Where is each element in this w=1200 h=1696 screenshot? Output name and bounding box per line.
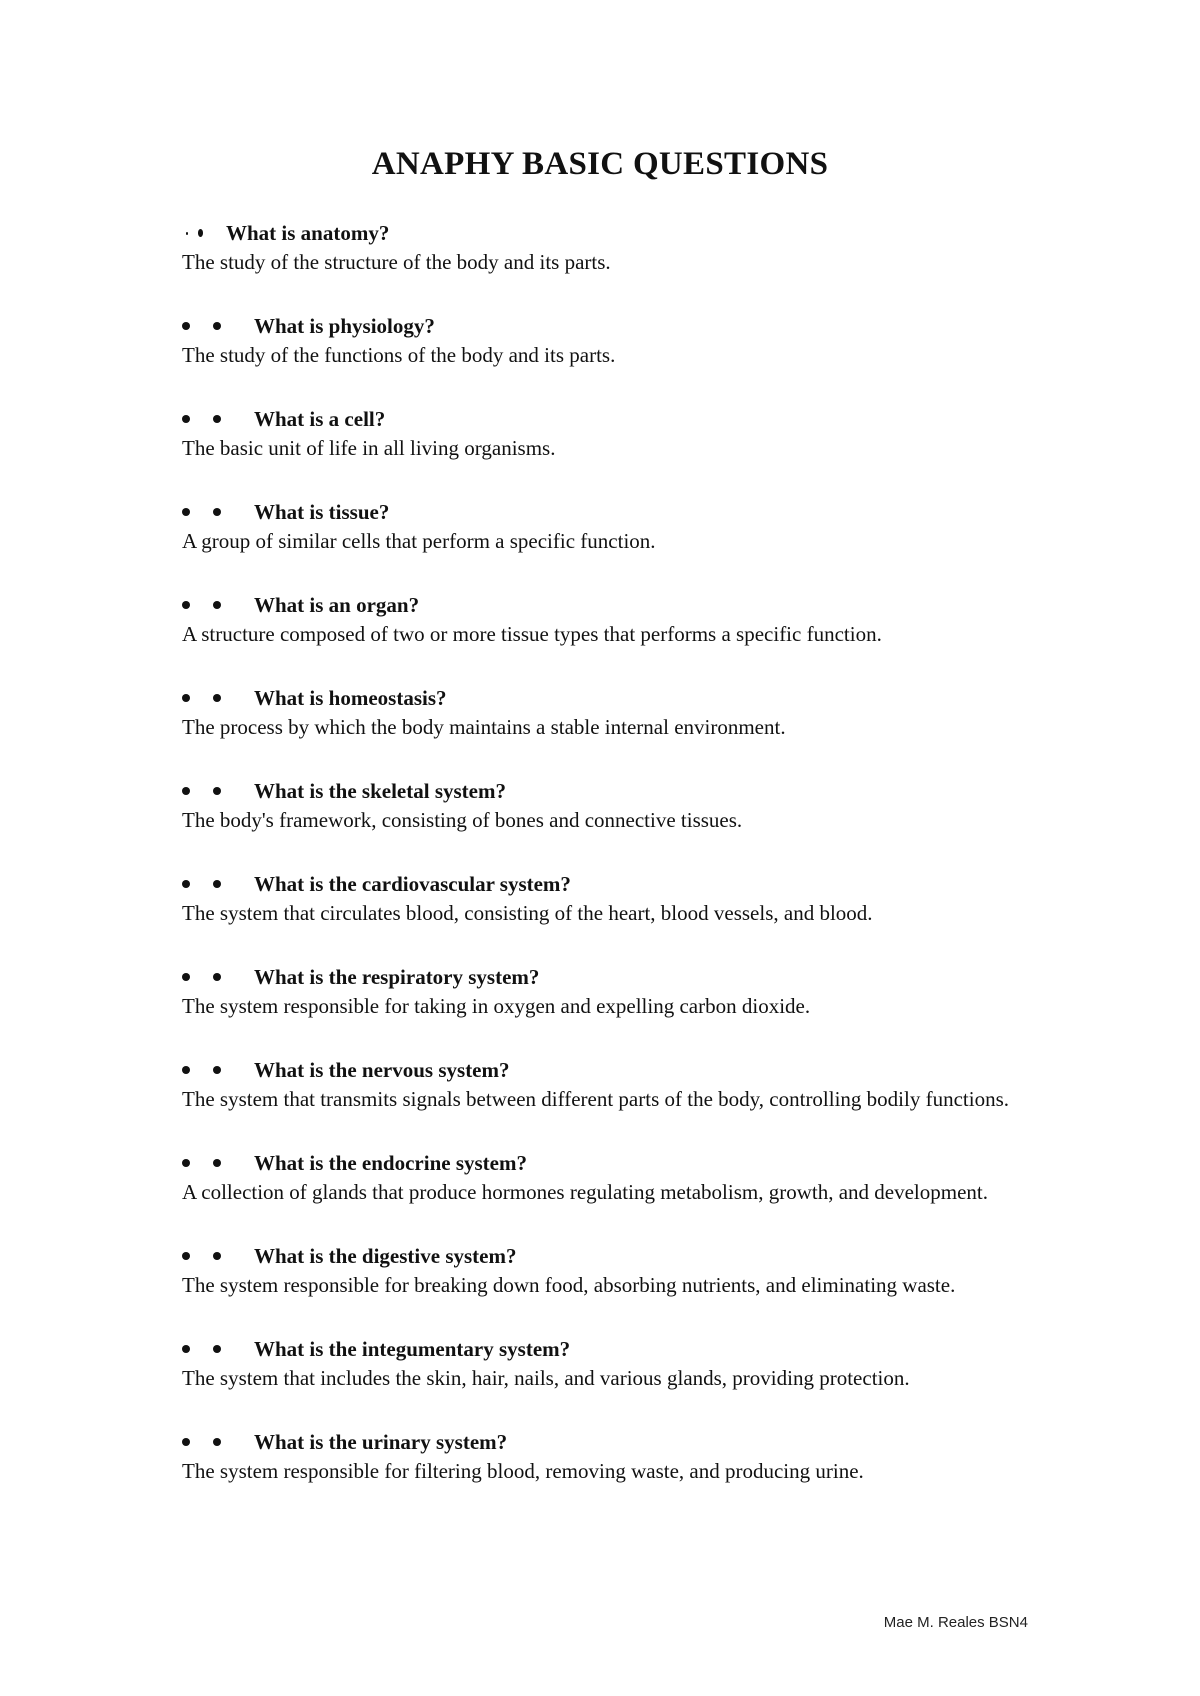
question-row [182, 869, 1062, 899]
bullet-icon [182, 973, 190, 981]
question-row [182, 590, 1062, 620]
bullet-group [182, 601, 254, 609]
answer-text: A collection of glands that produce hormones regulating metabolism, growth, and development. [182, 1180, 988, 1204]
bullet-icon [182, 601, 190, 609]
answer-text: The system responsible for breaking down food, absorbing nutrients, and eliminating waste. [182, 1273, 956, 1297]
bullet-group [182, 880, 254, 888]
question-row [182, 683, 1062, 713]
bullet-group [182, 973, 254, 981]
question-row [182, 1334, 1062, 1364]
bullet-group [182, 694, 254, 702]
answer-text: The system responsible for filtering blood, removing waste, and producing urine. [182, 1459, 864, 1483]
question-text: What is the digestive system? [254, 1243, 517, 1268]
bullet-icon [182, 880, 190, 888]
qa-item [182, 1055, 1062, 1113]
bullet-group [182, 229, 226, 237]
question-row [182, 1055, 1062, 1085]
question-text: What is the cardiovascular system? [254, 871, 571, 896]
qa-item [182, 683, 1062, 741]
bullet-icon [182, 694, 190, 702]
answer-text: The study of the structure of the body and its parts. [182, 250, 611, 274]
question-text: What is the nervous system? [254, 1057, 510, 1082]
bullet-group [182, 1438, 254, 1446]
bullet-group [182, 1066, 254, 1074]
question-row [182, 962, 1062, 992]
qa-list [182, 218, 1062, 1520]
question-text: What is physiology? [254, 313, 435, 338]
answer-text: The system that includes the skin, hair, nails, and various glands, providing protection. [182, 1366, 910, 1390]
answer-text: The system that transmits signals between different parts of the body, controlling bodily functions. [182, 1087, 1010, 1111]
question-text: What is tissue? [254, 499, 390, 524]
answer-text: The basic unit of life in all living organisms. [182, 436, 556, 460]
bullet-icon [213, 1438, 221, 1446]
question-text: What is homeostasis? [254, 685, 447, 710]
bullet-icon [182, 415, 190, 423]
qa-item [182, 311, 1062, 369]
bullet-icon [213, 415, 221, 423]
bullet-icon [182, 508, 190, 516]
qa-item [182, 869, 1062, 927]
question-row [182, 1148, 1062, 1178]
bullet-group [182, 787, 254, 795]
question-row [182, 1427, 1062, 1457]
question-text: What is the endocrine system? [254, 1150, 527, 1175]
qa-item [182, 404, 1062, 462]
bullet-icon [182, 1345, 190, 1353]
bullet-icon [182, 1159, 190, 1167]
document-title: ANAPHY BASIC QUESTIONS [371, 146, 829, 182]
answer-text: A group of similar cells that perform a specific function. [182, 529, 656, 553]
bullet-icon [213, 508, 221, 516]
question-text: What is the urinary system? [254, 1429, 508, 1454]
bullet-icon [182, 1252, 190, 1260]
qa-item [182, 1427, 1062, 1485]
bullet-group [182, 415, 254, 423]
question-row [182, 311, 1062, 341]
qa-item [182, 1241, 1062, 1299]
qa-item [182, 776, 1062, 834]
qa-item [182, 1334, 1062, 1392]
bullet-group [182, 508, 254, 516]
bullet-group [182, 1159, 254, 1167]
bullet-icon [213, 880, 221, 888]
bullet-group [182, 1345, 254, 1353]
author-footer: Mae M. Reales BSN4 [883, 1614, 1028, 1631]
bullet-icon [213, 1345, 221, 1353]
question-text: What is the skeletal system? [254, 778, 506, 803]
bullet-icon [213, 1159, 221, 1167]
bullet-icon [182, 1066, 190, 1074]
answer-text: The body's framework, consisting of bones and connective tissues. [182, 808, 743, 832]
bullet-icon [198, 229, 203, 237]
bullet-icon [213, 973, 221, 981]
qa-item [182, 218, 1062, 276]
bullet-icon [213, 322, 221, 330]
qa-item [182, 590, 1062, 648]
bullet-group [182, 322, 254, 330]
bullet-icon [213, 694, 221, 702]
question-text: What is an organ? [254, 592, 420, 617]
qa-item [182, 962, 1062, 1020]
answer-text: The study of the functions of the body and its parts. [182, 343, 616, 367]
bullet-icon [182, 787, 190, 795]
question-text: What is anatomy? [226, 220, 390, 245]
question-row [182, 218, 1062, 248]
question-text: What is the integumentary system? [254, 1336, 571, 1361]
question-text: What is the respiratory system? [254, 964, 540, 989]
question-row [182, 776, 1062, 806]
question-row [182, 497, 1062, 527]
qa-item [182, 497, 1062, 555]
answer-text: The system that circulates blood, consisting of the heart, blood vessels, and blood. [182, 901, 873, 925]
bullet-icon [213, 787, 221, 795]
qa-item [182, 1148, 1062, 1206]
bullet-icon [213, 1066, 221, 1074]
question-row [182, 404, 1062, 434]
answer-text: A structure composed of two or more tissue types that performs a specific function. [182, 622, 882, 646]
small-dot-icon [186, 232, 188, 235]
question-row [182, 1241, 1062, 1271]
bullet-icon [182, 1438, 190, 1446]
bullet-icon [213, 601, 221, 609]
bullet-icon [182, 322, 190, 330]
answer-text: The system responsible for taking in oxygen and expelling carbon dioxide. [182, 994, 811, 1018]
bullet-icon [213, 1252, 221, 1260]
question-text: What is a cell? [254, 406, 386, 431]
bullet-group [182, 1252, 254, 1260]
answer-text: The process by which the body maintains a stable internal environment. [182, 715, 786, 739]
